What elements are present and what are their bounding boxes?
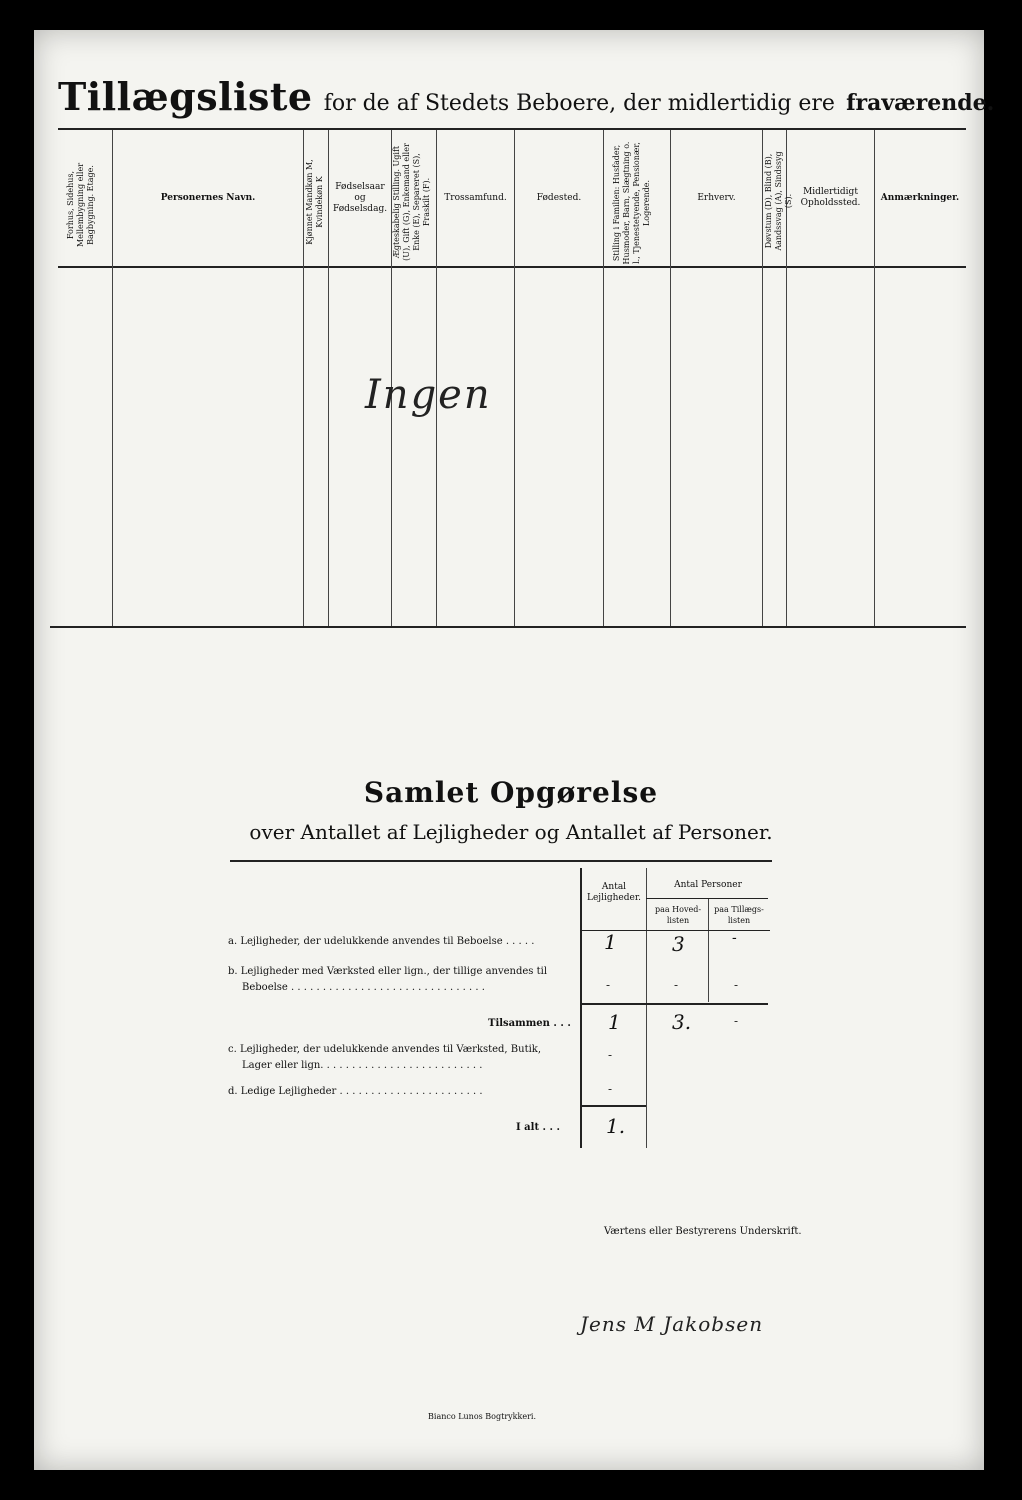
a-supp-value: - xyxy=(732,930,737,946)
title-main: Tillægsliste xyxy=(58,74,313,119)
header-bottom-rule xyxy=(58,266,966,268)
summary-row-total: Tilsammen . . . xyxy=(488,1018,571,1029)
b-apartments-value: - xyxy=(606,978,611,992)
summary-total-rule xyxy=(580,1105,646,1107)
table-bottom-rule xyxy=(50,626,966,628)
header-occupation: Erhverv. xyxy=(697,192,736,203)
signature-label: Værtens eller Bestyrerens Underskrift. xyxy=(604,1226,802,1237)
summary-title: Samlet Opgørelse xyxy=(363,776,659,809)
b-supp-value: - xyxy=(734,978,739,992)
column-divider xyxy=(303,130,304,626)
summary-row-a: a. Lejligheder, der udelukkende anvendes til Beboelse . . . . . xyxy=(228,936,535,947)
summary-persons-rule xyxy=(646,898,768,899)
summary-row-b2: Beboelse . . . . . . . . . . . . . . . . . . . . . . . . . . . . . . . xyxy=(242,982,485,993)
column-divider xyxy=(762,130,763,626)
summary-row-all: I alt . . . xyxy=(516,1122,560,1133)
summary-divider xyxy=(708,898,709,1002)
header-family-position: Stilling i Familien: Husfader, Husmoder, Barn, Slægtning o. l., Tjenestetyende, Pensionær, Logerende. xyxy=(612,141,651,265)
d-apartments-value: - xyxy=(608,1082,613,1096)
summary-col-persons: Antal Personer xyxy=(674,880,742,890)
summary-row-c1: c. Lejligheder, der udelukkende anvendes til Værksted, Butik, xyxy=(228,1044,542,1055)
summary-row-d: d. Ledige Lejligheder . . . . . . . . . . . . . . . . . . . . . . . xyxy=(228,1086,483,1097)
summary-divider xyxy=(646,868,647,1148)
column-divider xyxy=(603,130,604,626)
summary-col-apartments: Antal Lejligheder. xyxy=(587,882,641,903)
column-divider xyxy=(328,130,329,626)
a-apartments-value: 1 xyxy=(604,930,617,954)
total-supp-value: - xyxy=(734,1014,739,1028)
header-disability: Døvstum (D), Blind (B), Aandssvag (A), Sindssyg (S). xyxy=(764,151,793,251)
header-building: Forhus, Sidehus, Mellembygning eller Bagbygning. Etage. xyxy=(66,162,95,248)
header-marital: Ægteskabelig Stilling. Ugift (U), Gift (G), Enkemand eller Enke (E), Separeret (S), Fraskilt (F). xyxy=(392,143,431,261)
header-remarks: Anmærkninger. xyxy=(880,192,960,203)
summary-subtotal-rule xyxy=(580,1003,768,1005)
summary-col-main: paa Hoved-listen xyxy=(654,905,702,925)
a-main-value: 3 xyxy=(672,932,685,956)
total-main-value: 3. xyxy=(672,1010,692,1034)
summary-subtitle: over Antallet af Lejligheder og Antallet af Personer. xyxy=(249,820,773,844)
title-subtext: for de af Stedets Beboere, der midlertidig ere xyxy=(323,91,835,116)
signature: Jens M Jakobsen xyxy=(580,1312,764,1336)
header-temp-residence: Midlertidigt Opholdssted. xyxy=(800,187,861,208)
summary-row-b1: b. Lejligheder med Værksted eller lign., der tillige anvendes til xyxy=(228,966,548,977)
page-title xyxy=(58,74,995,119)
summary-col-supp: paa Tillægs-listen xyxy=(714,905,764,925)
header-names: Personernes Navn. xyxy=(160,192,256,203)
total-apartments-value: 1 xyxy=(608,1010,621,1034)
c-apartments-value: - xyxy=(608,1048,613,1062)
summary-row-c2: Lager eller lign. . . . . . . . . . . . . . . . . . . . . . . . . . xyxy=(242,1060,483,1071)
all-apartments-value: 1. xyxy=(606,1114,626,1138)
header-sex: Kjønnet Mandkøn M, Kvindekøn K xyxy=(305,159,324,245)
b-main-value: - xyxy=(674,978,679,992)
printer-imprint: Bianco Lunos Bogtrykkeri. xyxy=(428,1412,537,1421)
handwritten-entry: Ingen xyxy=(365,372,492,418)
header-birthplace: Fødested. xyxy=(536,192,582,203)
summary-top-rule xyxy=(230,860,772,862)
header-birth: Fødselsaar og Fødselsdag. xyxy=(332,181,388,214)
header-religion: Trossamfund. xyxy=(444,192,507,203)
title-emphasis: fraværende. xyxy=(846,90,995,116)
